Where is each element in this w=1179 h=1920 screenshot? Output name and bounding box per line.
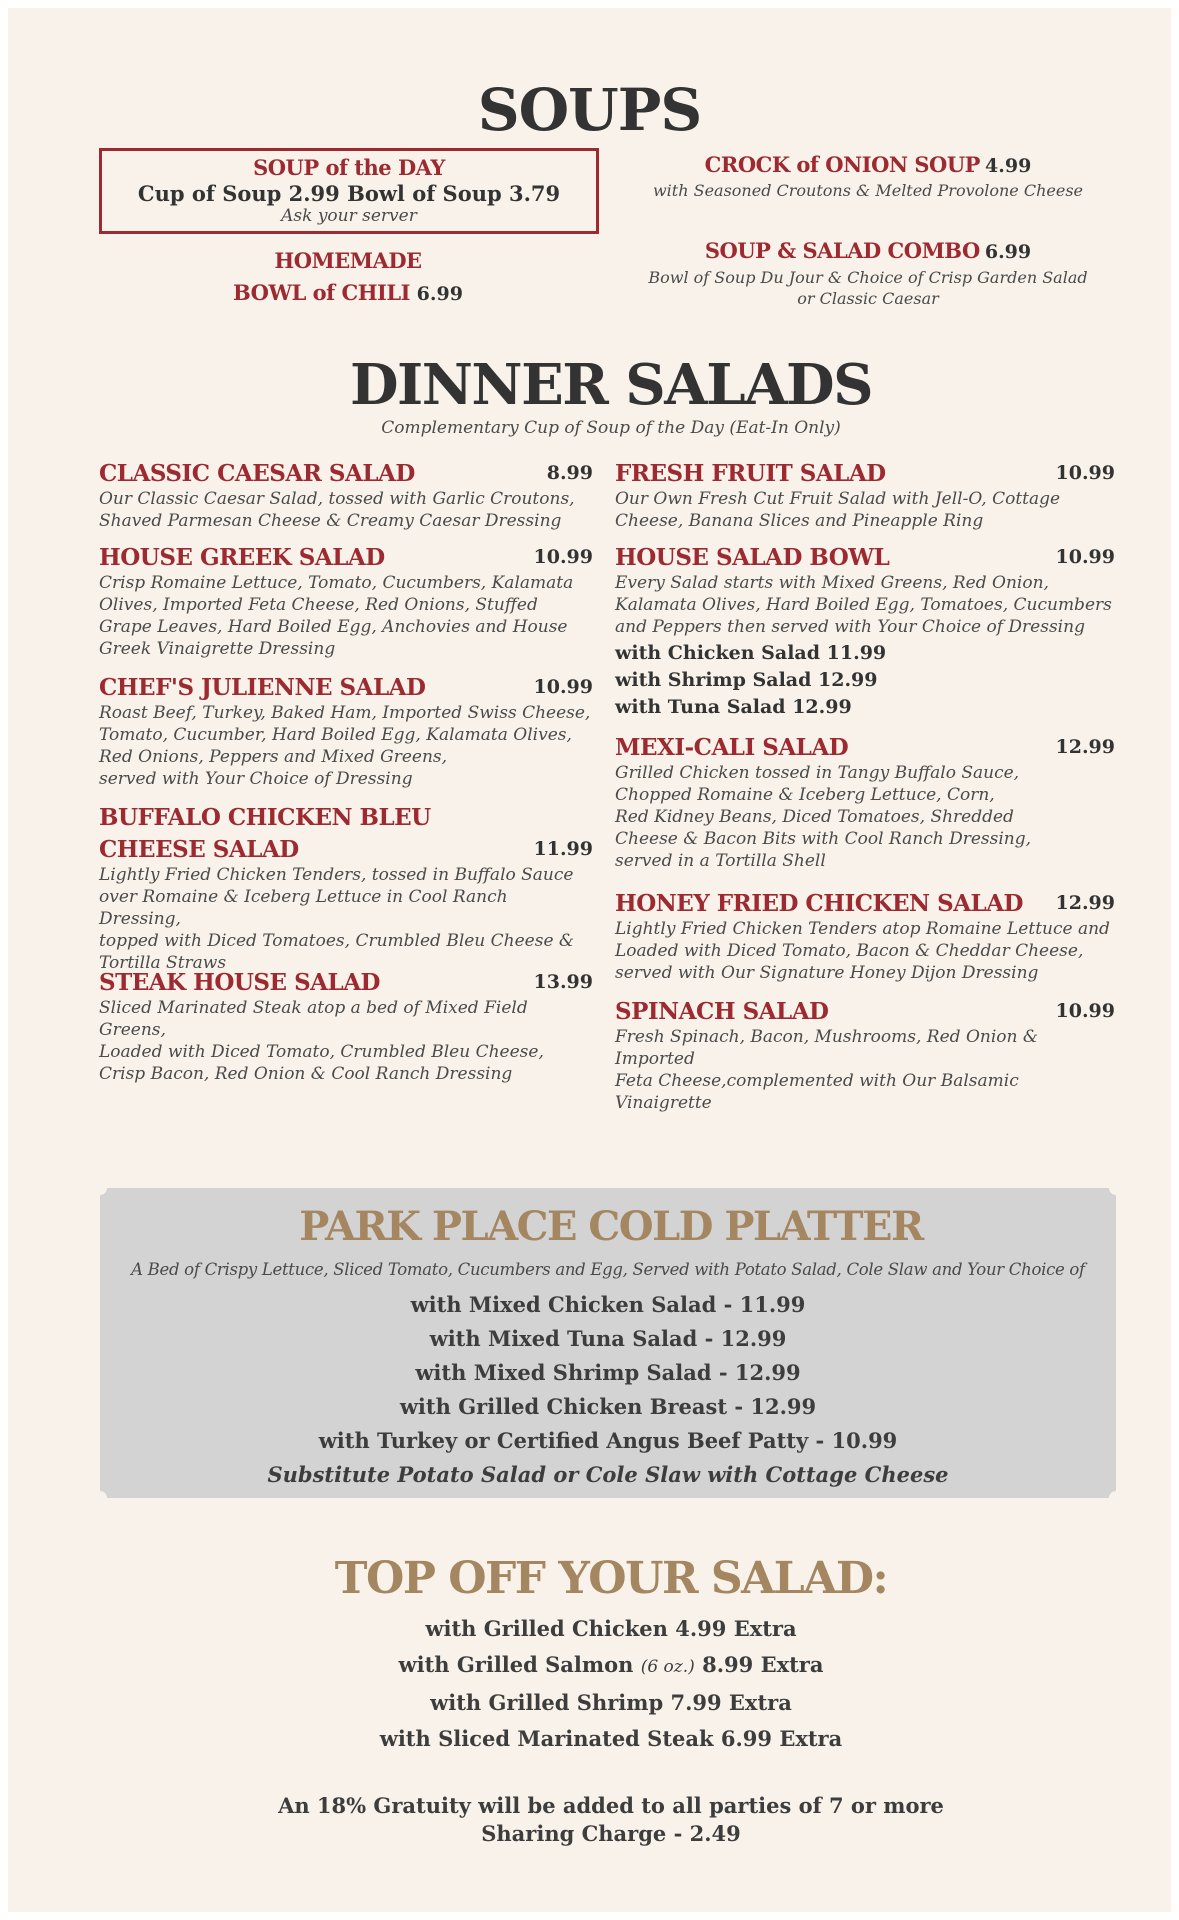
chef-desc-2: Tomato, Cucumber, Hard Boiled Egg, Kalamata Olives, [99, 725, 572, 745]
sharing-charge: Sharing Charge - 2.49 [481, 1821, 741, 1846]
chef-price: 10.99 [533, 676, 593, 698]
fruit-desc-2: Cheese, Banana Slices and Pineapple Ring [615, 511, 984, 531]
buffalo-desc-1: Lightly Fried Chicken Tenders, tossed in Buffalo Sauce [99, 865, 574, 885]
spinach-name: SPINACH SALAD [615, 998, 829, 1025]
soups-title: SOUPS [477, 76, 702, 144]
chef-desc-3: Red Onions, Peppers and Mixed Greens, [99, 747, 448, 767]
platter-option-5: with Turkey or Certified Angus Beef Patty - 10.99 [318, 1428, 898, 1453]
mexi-cali-name: MEXI-CALI SALAD [615, 734, 849, 761]
cold-platter-title: PARK PLACE COLD PLATTER [299, 1203, 923, 1250]
mexi-cali-desc-3: Red Kidney Beans, Diced Tomatoes, Shredded [615, 807, 1014, 827]
salad-greek [99, 544, 593, 660]
topoff-title: TOP OFF YOUR SALAD: [334, 1553, 888, 1604]
mexi-cali-desc-1: Grilled Chicken tossed in Tangy Buffalo Sauce, [615, 763, 1020, 783]
steak-price: 13.99 [533, 971, 593, 993]
house-bowl-option-3: with Tuna Salad 12.99 [615, 696, 852, 718]
buffalo-desc-3: topped with Diced Tomatoes, Crumbled Bleu Cheese & [99, 931, 575, 951]
combo-name: SOUP & SALAD COMBO [704, 238, 980, 263]
combo-price: 6.99 [984, 241, 1032, 263]
caesar-price: 8.99 [546, 462, 593, 484]
topoff-shrimp: with Grilled Shrimp 7.99 Extra [430, 1690, 792, 1715]
platter-option-4: with Grilled Chicken Breast - 12.99 [399, 1394, 817, 1419]
gratuity-note: An 18% Gratuity will be added to all parties of 7 or more [278, 1793, 944, 1818]
combo [618, 238, 1118, 263]
soup-of-day-box [99, 148, 599, 234]
soup-of-day-note: Ask your server [281, 206, 417, 226]
house-bowl-desc-1: Every Salad starts with Mixed Greens, Red Onion, [615, 573, 1049, 593]
house-bowl-name: HOUSE SALAD BOWL [615, 544, 890, 571]
salad-house-bowl [615, 544, 1115, 721]
greek-price: 10.99 [533, 546, 593, 568]
combo-desc-1: Bowl of Soup Du Jour & Choice of Crisp Garden Salad [648, 268, 1088, 287]
steak-name: STEAK HOUSE SALAD [99, 969, 380, 996]
buffalo-desc-2: over Romaine & Iceberg Lettuce in Cool Ranch Dressing, [99, 887, 508, 929]
greek-desc-3: Grape Leaves, Hard Boiled Egg, Anchovies and House [99, 617, 568, 637]
greek-desc-4: Greek Vinaigrette Dressing [99, 639, 336, 659]
salad-steak [99, 969, 593, 1085]
house-bowl-option-2: with Shrimp Salad 12.99 [615, 669, 878, 691]
onion-soup [618, 152, 1118, 177]
topoff-salmon-oz: (6 oz.) [640, 1657, 695, 1677]
chili-line1: HOMEMADE [274, 248, 422, 273]
house-bowl-price: 10.99 [1055, 546, 1115, 568]
topoff-steak: with Sliced Marinated Steak 6.99 Extra [379, 1726, 843, 1751]
soup-of-day-prices: Cup of Soup 2.99 Bowl of Soup 3.79 [137, 181, 561, 206]
salad-chef [99, 674, 593, 790]
house-bowl-desc-3: and Peppers then served with Your Choice of Dressing [615, 617, 1085, 637]
salad-spinach [615, 998, 1115, 1114]
buffalo-desc-4: Tortilla Straws [99, 953, 227, 973]
buffalo-name-1: BUFFALO CHICKEN BLEU [99, 804, 431, 831]
greek-desc-1: Crisp Romaine Lettuce, Tomato, Cucumbers, Kalamata [99, 573, 574, 593]
cold-platter-options [100, 1288, 1116, 1492]
mexi-cali-desc-5: served in a Tortilla Shell [615, 851, 826, 871]
topoff-chicken: with Grilled Chicken 4.99 Extra [425, 1616, 797, 1641]
buffalo-name-2: CHEESE SALAD [99, 836, 299, 863]
caesar-desc-1: Our Classic Caesar Salad, tossed with Garlic Croutons, [99, 489, 575, 509]
fruit-price: 10.99 [1055, 462, 1115, 484]
onion-desc: with Seasoned Croutons & Melted Provolone Cheese [652, 181, 1084, 200]
salads-subtitle: Complementary Cup of Soup of the Day (Eat-In Only) [381, 418, 841, 438]
chef-desc-4: served with Your Choice of Dressing [99, 769, 413, 789]
salads-title: DINNER SALADS [349, 352, 873, 418]
salad-buffalo [99, 804, 593, 974]
spinach-price: 10.99 [1055, 1000, 1115, 1022]
topoff-salmon-name: with Grilled Salmon [398, 1652, 634, 1677]
topoff-salmon [8, 1647, 1179, 1685]
chili-price: 6.99 [416, 283, 463, 305]
fruit-desc-1: Our Own Fresh Cut Fruit Salad with Jell-O, Cottage [615, 489, 1061, 509]
menu-page [8, 8, 1171, 1912]
salad-mexi-cali [615, 734, 1115, 872]
salad-honey-fried [615, 890, 1115, 984]
honey-fried-name: HONEY FRIED CHICKEN SALAD [615, 890, 1024, 917]
salad-caesar [99, 460, 593, 532]
honey-fried-price: 12.99 [1055, 892, 1115, 914]
honey-fried-desc-1: Lightly Fried Chicken Tenders atop Romaine Lettuce and [615, 919, 1110, 939]
combo-desc-2: or Classic Caesar [797, 289, 939, 308]
soup-of-day-name: SOUP of the DAY [253, 155, 445, 180]
steak-desc-2: Loaded with Diced Tomato, Crumbled Bleu Cheese, [99, 1042, 544, 1062]
fruit-name: FRESH FRUIT SALAD [615, 460, 886, 487]
house-bowl-desc-2: Kalamata Olives, Hard Boiled Egg, Tomatoes, Cucumbers [615, 595, 1112, 615]
buffalo-price: 11.99 [533, 838, 593, 860]
onion-price: 4.99 [985, 155, 1032, 177]
chef-name: CHEF'S JULIENNE SALAD [99, 674, 426, 701]
mexi-cali-desc-2: Chopped Romaine & Iceberg Lettuce, Corn, [615, 785, 995, 805]
honey-fried-desc-3: served with Our Signature Honey Dijon Dressing [615, 963, 1039, 983]
steak-desc-1: Sliced Marinated Steak atop a bed of Mixed Field Greens, [99, 998, 528, 1040]
onion-name: CROCK of ONION SOUP [704, 152, 980, 177]
caesar-desc-2: Shaved Parmesan Cheese & Creamy Caesar Dressing [99, 511, 562, 531]
steak-desc-3: Crisp Bacon, Red Onion & Cool Ranch Dressing [99, 1064, 513, 1084]
greek-desc-2: Olives, Imported Feta Cheese, Red Onions, Stuffed [99, 595, 538, 615]
house-bowl-option-1: with Chicken Salad 11.99 [615, 642, 887, 664]
platter-option-1: with Mixed Chicken Salad - 11.99 [410, 1292, 806, 1317]
honey-fried-desc-2: Loaded with Diced Tomato, Bacon & Cheddar Cheese, [615, 941, 1084, 961]
platter-option-3: with Mixed Shrimp Salad - 12.99 [415, 1360, 801, 1385]
spinach-desc-1: Fresh Spinach, Bacon, Mushrooms, Red Onion & Imported [615, 1027, 1038, 1069]
topoff-salmon-price: 8.99 Extra [702, 1652, 824, 1677]
caesar-name: CLASSIC CAESAR SALAD [99, 460, 415, 487]
chili-line2 [148, 280, 548, 305]
mexi-cali-price: 12.99 [1055, 736, 1115, 758]
topoff-options [8, 1611, 1179, 1757]
greek-name: HOUSE GREEK SALAD [99, 544, 385, 571]
cold-platter-desc: A Bed of Crispy Lettuce, Sliced Tomato, Cucumbers and Egg, Served with Potato Salad, Cole Slaw and Your Choice of [131, 1260, 1085, 1279]
chili-name: BOWL of CHILI [233, 280, 410, 305]
platter-option-2: with Mixed Tuna Salad - 12.99 [429, 1326, 787, 1351]
chef-desc-1: Roast Beef, Turkey, Baked Ham, Imported Swiss Cheese, [99, 703, 591, 723]
salad-fruit [615, 460, 1115, 532]
platter-substitute: Substitute Potato Salad or Cole Slaw with Cottage Cheese [267, 1462, 949, 1487]
mexi-cali-desc-4: Cheese & Bacon Bits with Cool Ranch Dressing, [615, 829, 1032, 849]
spinach-desc-2: Feta Cheese,complemented with Our Balsamic Vinaigrette [615, 1071, 1019, 1113]
